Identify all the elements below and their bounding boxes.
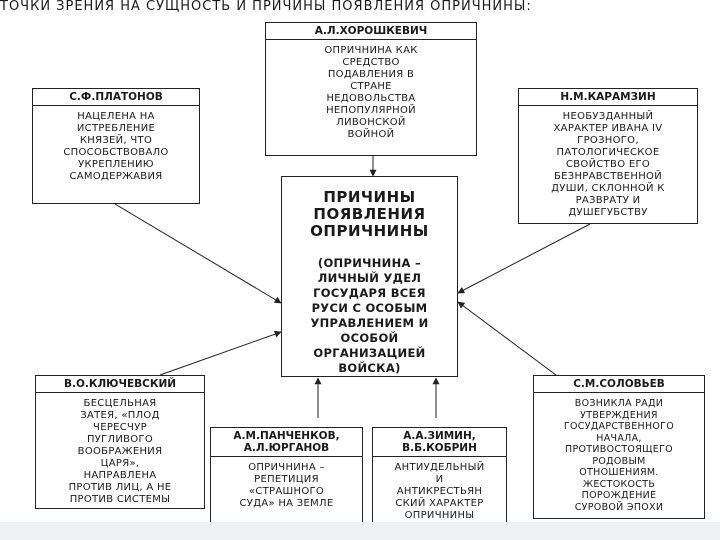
author-platonov: С.Ф.ПЛАТОНОВ xyxy=(33,89,199,106)
arrow-klyuchevsky xyxy=(160,332,281,375)
author-zimin: А.А.ЗИМИН, В.Б.КОБРИН xyxy=(373,428,506,457)
box-center xyxy=(281,176,458,377)
box-klyuchevsky xyxy=(35,375,205,509)
text-karamzin: НЕОБУЗДАННЫЙ ХАРАКТЕР ИВАНА IV ГРОЗНОГО, ПАТОЛОГИЧЕСКОЕ СВОЙСТВО ЕГО БЕЗНРАВСТВЕННОЙ ДУШИ, СКЛОННОЙ К РАЗВРАТУ И ДУШЕГУБСТВУ xyxy=(551,111,665,218)
box-panchenko xyxy=(210,427,363,524)
box-khoroshkevich xyxy=(265,22,477,156)
text-platonov: НАЦЕЛЕНА НА ИСТРЕБЛЕНИЕ КНЯЗЕЙ, ЧТО СПОСОБСТВОВАЛО УКРЕПЛЕНИЮ САМОДЕРЖАВИЯ xyxy=(63,111,169,182)
author-panchenko: А.М.ПАНЧЕНКОВ, А.Л.ЮРГАНОВ xyxy=(211,428,362,457)
text-klyuchevsky: БЕСЦЕЛЬНАЯ ЗАТЕЯ, «ПЛОД ЧЕРЕСЧУР ПУГЛИВОГО ВООБРАЖЕНИЯ ЦАРЯ», НАПРАВЛЕНА ПРОТИВ ЛИЦ, А НЕ ПРОТИВ СИСТЕМЫ xyxy=(68,398,172,505)
author-solovyov: С.М.СОЛОВЬЕВ xyxy=(534,376,704,393)
author-klyuchevsky: В.О.КЛЮЧЕВСКИЙ xyxy=(36,376,204,393)
author-karamzin: Н.М.КАРАМЗИН xyxy=(519,89,697,106)
box-zimin xyxy=(372,427,507,524)
box-solovyov xyxy=(533,375,705,519)
author-khoroshkevich: А.Л.ХОРОШКЕВИЧ xyxy=(266,23,476,40)
text-solovyov: ВОЗНИКЛА РАДИ УТВЕРЖДЕНИЯ ГОСУДАРСТВЕННОГО НАЧАЛА, ПРОТИВОСТОЯЩЕГО РОДОВЫМ ОТНОШЕНИЯМ. ЖЕСТОКОСТЬ ПОРОЖДЕНИЕ СУРОВОЙ ЭПОХИ xyxy=(563,398,675,513)
box-karamzin xyxy=(518,88,698,224)
arrow-platonov xyxy=(115,204,281,303)
box-platonov xyxy=(32,88,200,204)
text-khoroshkevich: ОПРИЧНИНА КАК СРЕДСТВО ПОДАВЛЕНИЯ В СТРАНЕ НЕДОВОЛЬСТВА НЕПОПУЛЯРНОЙ ЛИВОНСКОЙ ВОЙНОЙ xyxy=(324,45,418,140)
center-heading: ПРИЧИНЫ ПОЯВЛЕНИЯ ОПРИЧНИНЫ xyxy=(310,188,429,240)
arrow-solovyov xyxy=(458,302,560,378)
page-title: ТОЧКИ ЗРЕНИЯ НА СУЩНОСТЬ И ПРИЧИНЫ ПОЯВЛЕНИЯ ОПРИЧНИНЫ: xyxy=(0,0,532,14)
text-panchenko: ОПРИЧНИНА – РЕПЕТИЦИЯ «СТРАШНОГО СУДА» НА ЗЕМЛЕ xyxy=(239,462,334,509)
arrow-karamzin xyxy=(458,224,590,293)
text-zimin: АНТИУДЕЛЬНЫЙ И АНТИКРЕСТЬЯН СКИЙ ХАРАКТЕР ОПРИЧНИНЫ xyxy=(394,462,485,521)
center-definition: (ОПРИЧНИНА – ЛИЧНЫЙ УДЕЛ ГОСУДАРЯ ВСЕЯ РУСИ С ОСОБЫМ УПРАВЛЕНИЕМ И ОСОБОЙ ОРГАНИЗАЦИЕЙ ВОЙСКА) xyxy=(310,256,429,375)
bottom-strip xyxy=(0,522,720,540)
